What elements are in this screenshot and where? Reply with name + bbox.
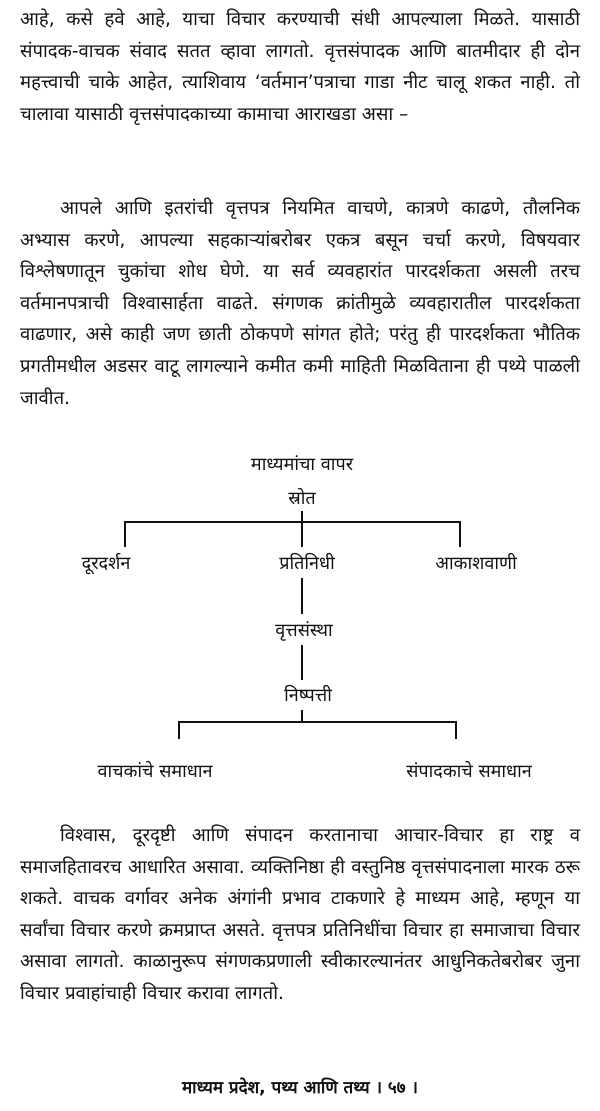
connector-branch-bar-top	[124, 521, 461, 523]
connector-center-drop	[301, 521, 303, 547]
connector-outcome-down	[301, 710, 303, 721]
connector-outcome-right-drop	[455, 721, 457, 739]
paragraph-3	[20, 820, 580, 1010]
diagram-node-editor-satisfaction: संपादकाचे समाधान	[406, 761, 532, 782]
diagram-node-akashvani: आकाशवाणी	[435, 553, 517, 574]
connector-right-drop	[459, 521, 461, 547]
connector-representative-down	[301, 578, 303, 614]
diagram-node-reader-satisfaction: वाचकांचे समाधान	[97, 761, 213, 782]
connector-outcome-left-drop	[178, 721, 180, 739]
paragraph-2-text: आपले आणि इतरांची वृत्तपत्र नियमित वाचणे, कात्रणे काढणे, तौलनिक अभ्यास करणे, आपल्या सहकाऱ्यांबरोबर एकत्र बसून चर्चा करणे, विषयवार विश्लेषणातून चुकांचा शोध घेणे. या सर्व व्यवहारांत पारदर्शकता असली तरच वर्तमानपत्राची विश्वासार्हता वाढते. संगणक क्रांतीमुळे व्यवहारातील पारदर्शकता वाढणार, असे काही जण छाती ठोकपणे सांगत होते; परंतु ही पारदर्शकता भौतिक प्रगतीमधील अडसर वाटू लागल्याने कमीत कमी माहिती मिळविताना ही पथ्ये पाळली जावीत.	[20, 198, 581, 409]
connector-branch-bar-bottom	[178, 721, 457, 723]
diagram-title: माध्यमांचा वापर	[250, 454, 354, 475]
page-footer: माध्यम प्रदेश, पथ्य आणि तथ्य । ५७ ।	[182, 1078, 418, 1098]
media-usage-diagram	[0, 448, 600, 793]
diagram-node-outcome: निष्पत्ती	[284, 685, 332, 706]
diagram-node-source: स्रोत	[288, 488, 316, 509]
paragraph-2	[20, 193, 580, 414]
diagram-node-news-agency: वृत्तसंस्था	[275, 620, 333, 641]
paragraph-1: आहे, कसे हवे आहे, याचा विचार करण्याची संधी आपल्याला मिळते. यासाठी संपादक-वाचक संवाद सतत व्हावा लागतो. वृत्तसंपादक आणि बातमीदार ही दोन महत्त्वाची चाके आहेत, त्याशिवाय ‘वर्तमान’पत्राचा गाडा नीट चालू शकत नाही. तो चालावा यासाठी वृत्तसंपादकाच्या कामाचा आराखडा असा –	[20, 9, 580, 125]
connector-agency-down	[301, 645, 303, 680]
paragraph-3-text: विश्वास, दूरदृष्टी आणि संपादन करतानाचा आचार-विचार हा राष्ट्र व समाजहितावरच आधारित असावा. व्यक्तिनिष्ठा ही वस्तुनिष्ठ वृत्तसंपादनाला मारक ठरू शकते. वाचक वर्गावर अनेक अंगांनी प्रभाव टाकणारे हे माध्यम आहे, म्हणून या सर्वांचा विचार करणे क्रमप्राप्त असते. वृत्तपत्र प्रतिनिधींचा विचार हा समाजाचा विचार असावा लागतो. काळानुरूप संगणकप्रणाली स्वीकारल्यानंतर आधुनिकतेबरोबर जुना विचार प्रवाहांचाही विचार करावा लागतो.	[20, 825, 580, 1004]
connector-source-down	[301, 511, 303, 521]
diagram-node-representative: प्रतिनिधी	[279, 553, 335, 574]
diagram-node-doordarshan: दूरदर्शन	[81, 553, 131, 574]
connector-left-drop	[124, 521, 126, 547]
